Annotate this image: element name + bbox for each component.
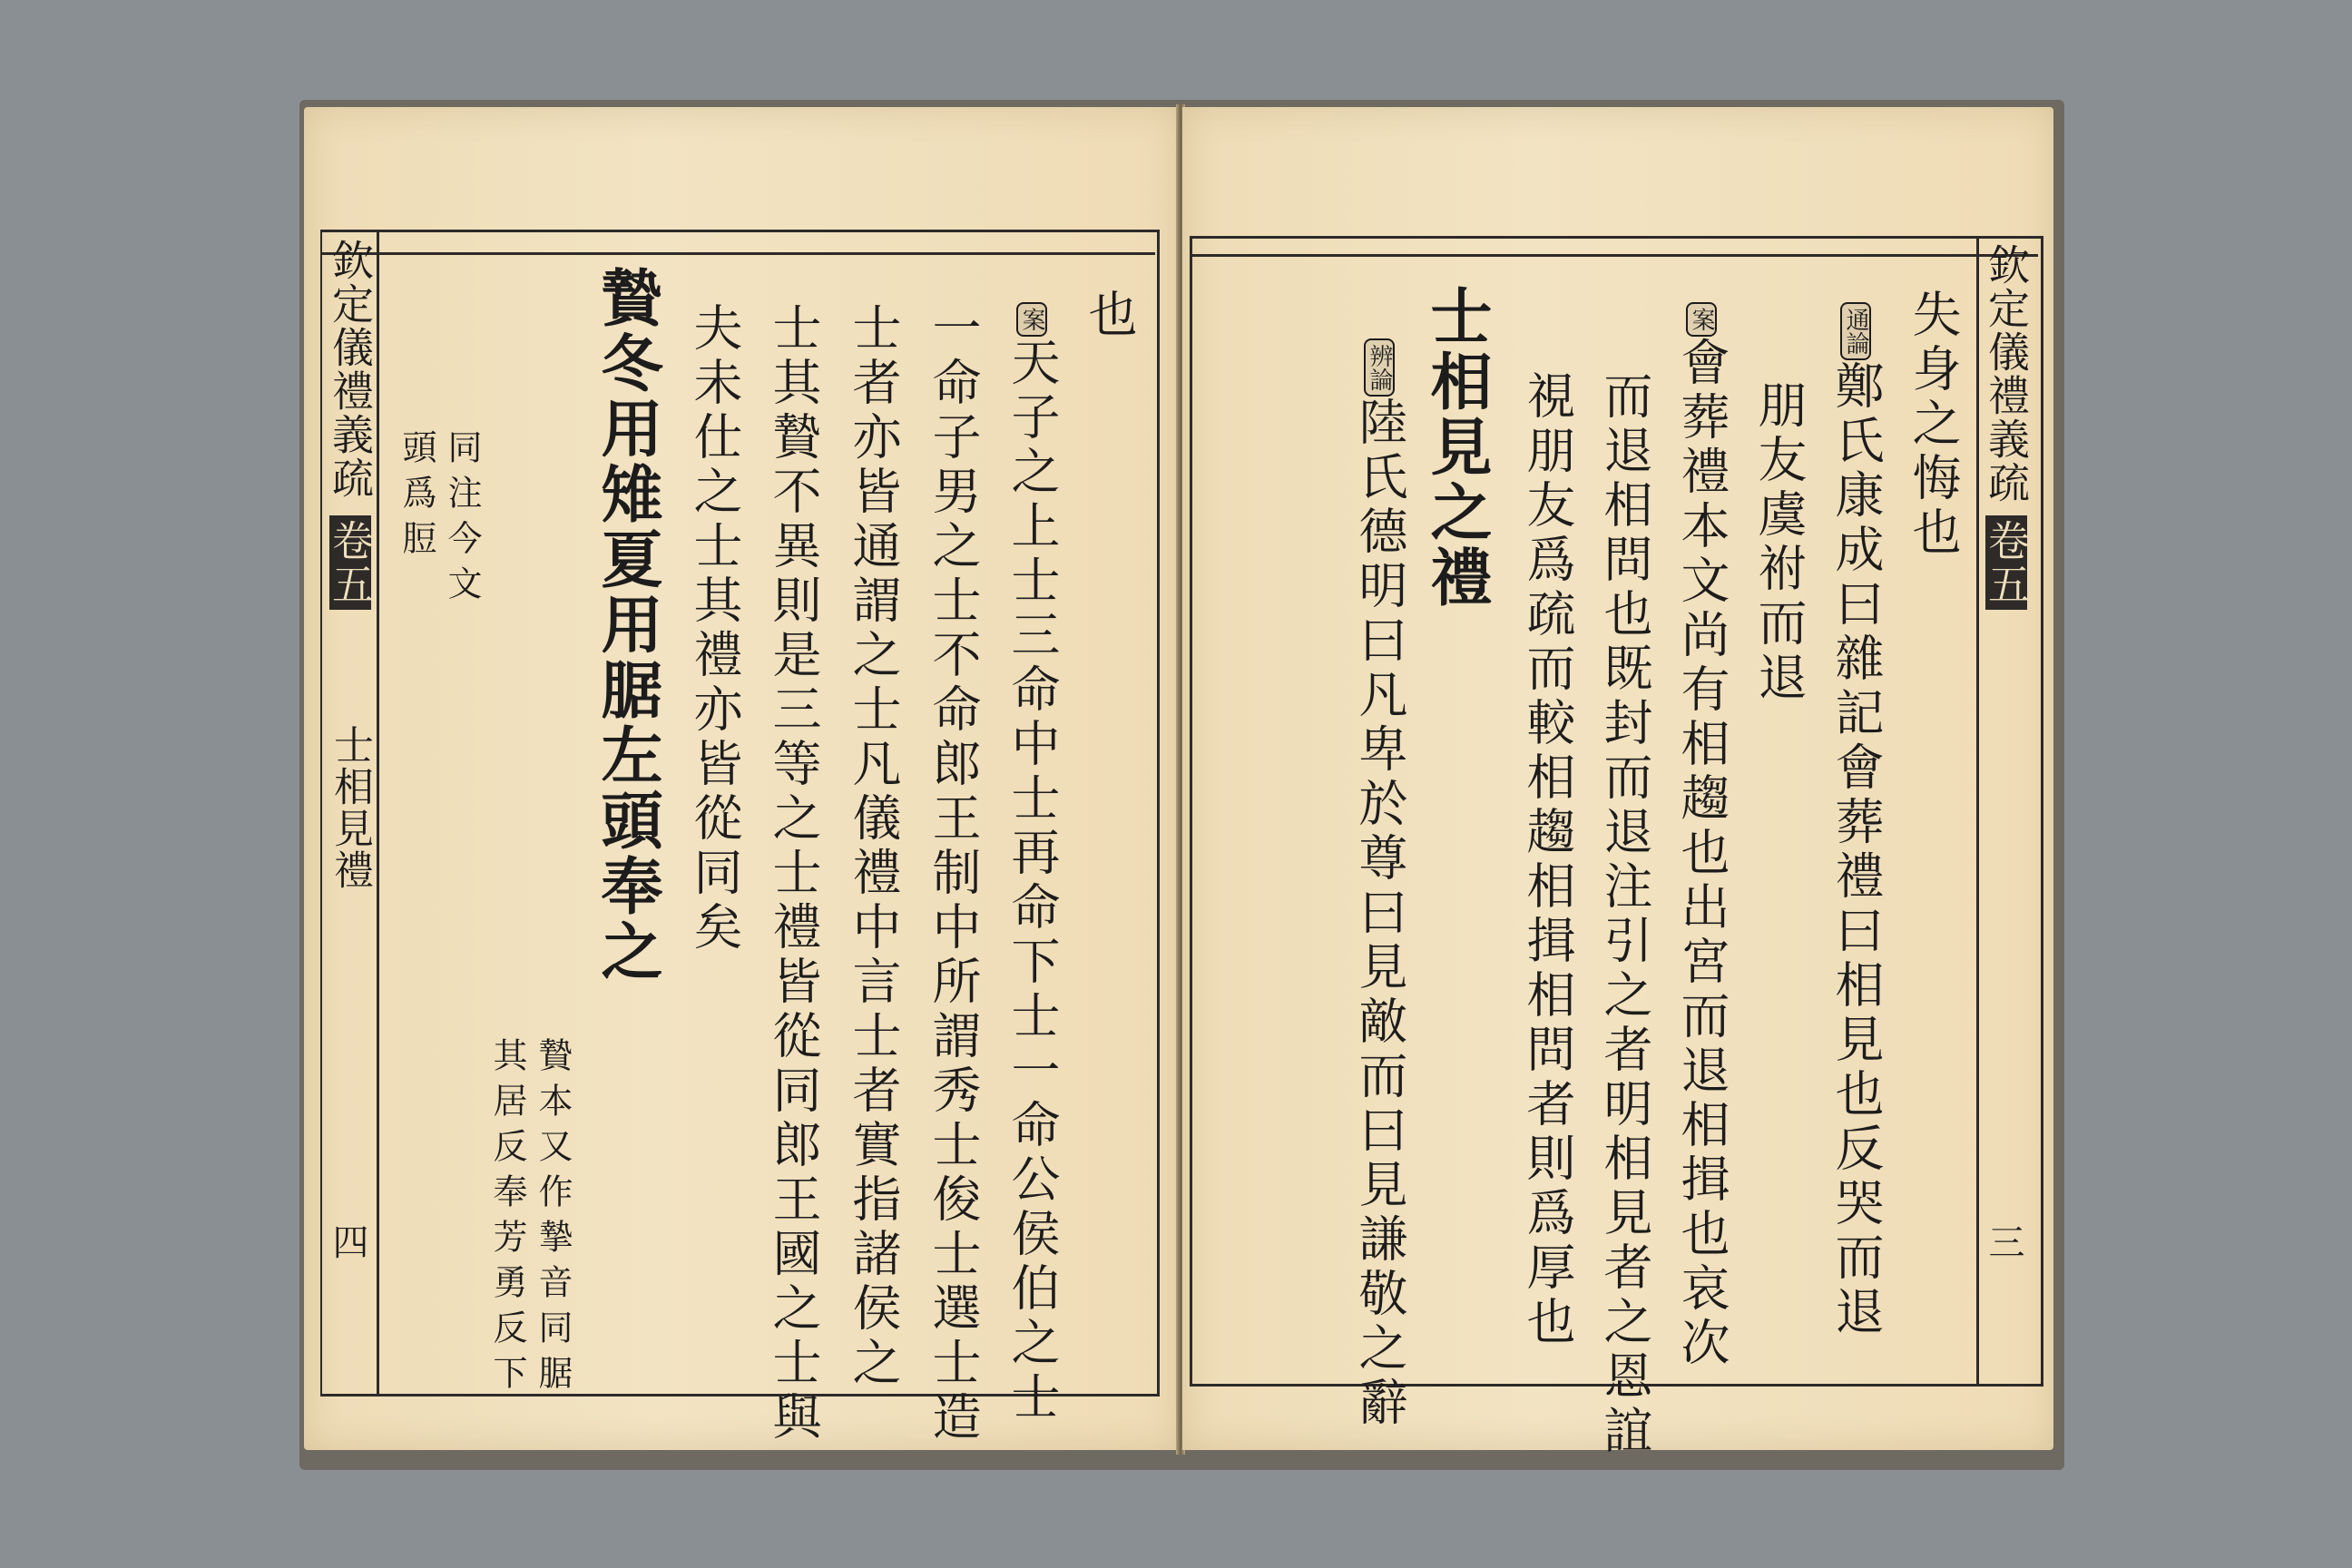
left-col-2-text: 天子之上士三命中士再命下士一命公侯伯之士	[1004, 337, 1061, 1426]
left-margin-page: 四	[327, 1223, 368, 1261]
right-col-2-text: 鄭氏康成曰雜記會葬禮曰相見也反哭而退	[1828, 360, 1885, 1340]
right-col-3: 朋友虞祔而退	[1750, 379, 1808, 706]
left-col-note-4: 頭爲脰	[397, 429, 436, 565]
seal-tonglun: 通論	[1840, 302, 1871, 360]
right-margin-title: 欽定儀禮義疏	[1982, 243, 2031, 505]
seal-an-2: 案	[1686, 302, 1717, 337]
right-page	[1182, 107, 2053, 1459]
seal-an: 案	[1016, 302, 1047, 337]
right-col-8-text: 陸氏德明曰凡卑於尊曰見敵而曰見謙敬之辭	[1351, 397, 1408, 1431]
left-col-4: 士者亦皆通謂之士凡儀禮中言士者實指諸侯之	[845, 302, 902, 1391]
left-col-note-3: 同注今文	[442, 429, 482, 611]
right-col-6: 視朋友爲疏而較相趨相揖相問者則爲厚也	[1519, 370, 1576, 1350]
right-col-heading: 士相見之禮	[1420, 284, 1493, 611]
left-col-note-2: 其居反奉芳勇反下	[487, 1037, 527, 1400]
left-margin-title: 欽定儀禮義疏	[326, 239, 375, 500]
left-margin-rule	[377, 230, 379, 1394]
left-page	[304, 107, 1180, 1450]
right-margin-rule	[1976, 236, 1979, 1384]
left-col-1: 也	[1081, 289, 1138, 343]
right-col-2	[1828, 302, 1885, 1340]
left-top-rule	[320, 252, 1155, 255]
left-margin-volume: 卷五	[329, 515, 371, 610]
right-top-rule	[1190, 254, 2038, 257]
left-col-6: 夫未仕之士其禮亦皆從同矣	[686, 302, 743, 956]
right-col-1: 失身之悔也	[1905, 289, 1962, 561]
right-col-4	[1673, 302, 1730, 1371]
left-margin-section: 士相見禮	[327, 724, 373, 891]
left-col-main-text: 贄冬用雉夏用腒左頭奉之	[591, 266, 663, 985]
left-col-2	[1004, 302, 1061, 1426]
right-margin-volume: 卷五	[1985, 515, 2027, 610]
seal-bianlun: 辨論	[1364, 338, 1395, 397]
right-col-5: 而退相問也既封而退注引之者明相見者之恩誼	[1596, 370, 1653, 1459]
right-col-8	[1351, 338, 1408, 1431]
right-margin-page: 三	[1983, 1223, 2024, 1261]
left-col-3: 一命子男之士不命郎王制中所謂秀士俊士選士造	[925, 302, 982, 1446]
left-col-note-1: 贄本又作摯音同腒	[533, 1037, 573, 1400]
left-col-5: 士其贄不異則是三等之士禮皆從同郎王國之士與	[765, 302, 822, 1446]
right-col-4-text: 會葬禮本文尚有相趨也出宮而退相揖也哀次	[1673, 337, 1730, 1371]
